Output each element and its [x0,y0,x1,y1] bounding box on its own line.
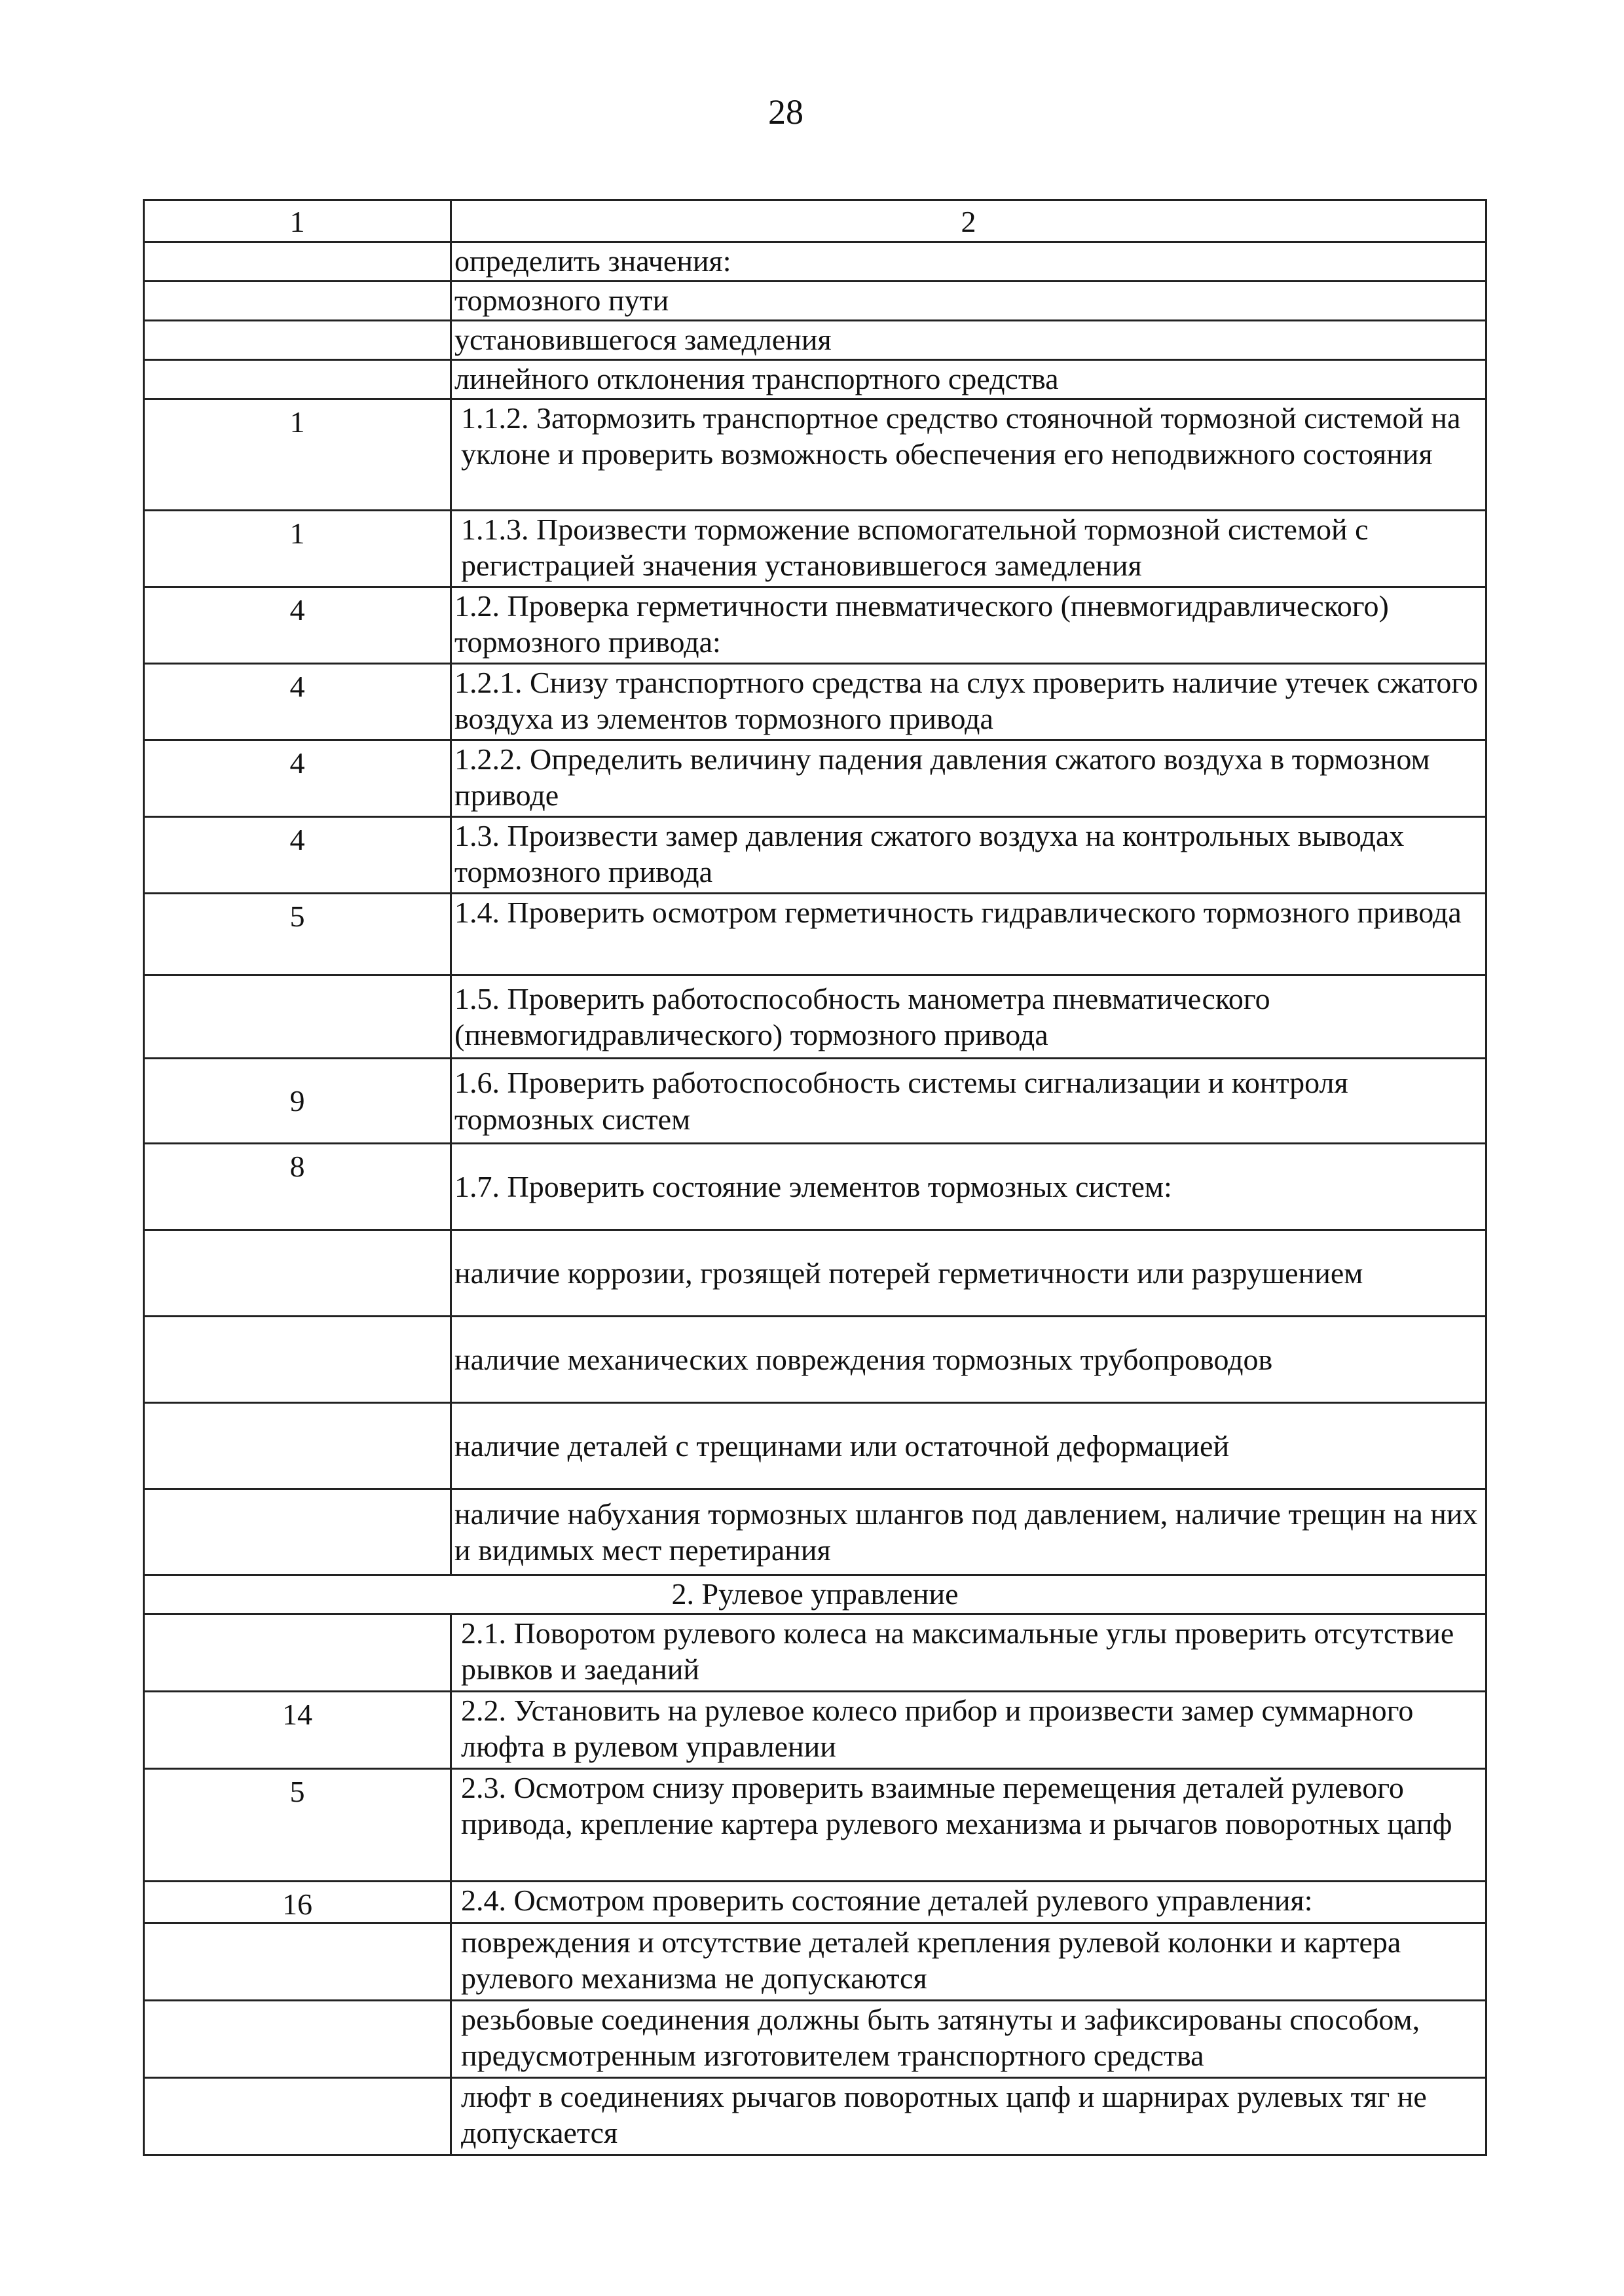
table-row [144,360,1486,399]
row-number: 14 [144,1692,451,1769]
row-number [144,1317,451,1403]
table-row [144,1403,1486,1489]
row-number: 4 [144,664,451,740]
table-row [144,511,1486,587]
row-text: 1.2. Проверка герметичности пневматического (пневмогидравлического) тормозного привода: [451,587,1486,664]
table-row [144,282,1486,321]
table-row [144,1489,1486,1575]
row-number [144,242,451,282]
row-number [144,321,451,360]
row-number: 1 [144,399,451,511]
row-text: 1.3. Произвести замер давления сжатого воздуха на контрольных выводах тормозного привода [451,817,1486,894]
row-text: повреждения и отсутствие деталей крепления рулевой колонки и картера рулевого механизма не допускаются [451,1923,1486,2001]
row-text: 2.2. Установить на рулевое колесо прибор и произвести замер суммарного люфта в рулевом управлении [451,1692,1486,1769]
section-title: 2. Рулевое управление [144,1575,1486,1614]
section-heading-row [144,1575,1486,1614]
header-col-2: 2 [451,200,1486,242]
table-row [144,242,1486,282]
table-row [144,1923,1486,2001]
row-number [144,1923,451,2001]
row-text: наличие коррозии, грозящей потерей герметичности или разрушением [451,1230,1486,1317]
row-number [144,1614,451,1692]
table-row [144,587,1486,664]
row-number [144,2078,451,2155]
table-row [144,1230,1486,1317]
table-row [144,321,1486,360]
row-text: 1.5. Проверить работоспособность манометра пневматического (пневмогидравлического) тормозного привода [451,975,1486,1059]
row-number: 5 [144,1769,451,1882]
row-number: 16 [144,1882,451,1923]
table-row [144,1769,1486,1882]
table-row [144,1692,1486,1769]
table-row [144,894,1486,975]
row-text: люфт в соединениях рычагов поворотных цапф и шарнирах рулевых тяг не допускается [451,2078,1486,2155]
row-text: 1.7. Проверить состояние элементов тормозных систем: [451,1144,1486,1230]
page-number: 28 [768,92,803,132]
row-text: наличие механических повреждения тормозных трубопроводов [451,1317,1486,1403]
row-number [144,1489,451,1575]
row-number [144,1403,451,1489]
table-row [144,399,1486,511]
table-row [144,817,1486,894]
table-row [144,1882,1486,1923]
row-text: определить значения: [451,242,1486,282]
row-text: резьбовые соединения должны быть затянуты и зафиксированы способом, предусмотренным изготовителем транспортного средства [451,2001,1486,2078]
row-text: 1.6. Проверить работоспособность системы сигнализации и контроля тормозных систем [451,1059,1486,1144]
table-row [144,2078,1486,2155]
row-text: 1.2.2. Определить величину падения давления сжатого воздуха в тормозном приводе [451,740,1486,817]
row-number [144,360,451,399]
table-row [144,1317,1486,1403]
table-header-row [144,200,1486,242]
row-number: 4 [144,740,451,817]
row-text: тормозного пути [451,282,1486,321]
table-row [144,664,1486,740]
row-text: наличие набухания тормозных шлангов под давлением, наличие трещин на них и видимых мест перетирания [451,1489,1486,1575]
row-text: 1.4. Проверить осмотром герметичность гидравлического тормозного привода [451,894,1486,975]
row-number: 9 [144,1059,451,1144]
row-number: 8 [144,1144,451,1230]
table-row [144,1144,1486,1230]
row-text: 1.1.3. Произвести торможение вспомогательной тормозной системой с регистрацией значения установившегося замедления [451,511,1486,587]
row-number: 4 [144,817,451,894]
row-number: 4 [144,587,451,664]
row-text: 2.4. Осмотром проверить состояние деталей рулевого управления: [451,1882,1486,1923]
row-number [144,975,451,1059]
table-row [144,1059,1486,1144]
row-number: 1 [144,511,451,587]
table-row [144,740,1486,817]
header-col-1: 1 [144,200,451,242]
table-row [144,2001,1486,2078]
row-text: 2.1. Поворотом рулевого колеса на максимальные углы проверить отсутствие рывков и заеданий [451,1614,1486,1692]
row-text: 1.1.2. Затормозить транспортное средство стояночной тормозной системой на уклоне и проверить возможность обеспечения его неподвижного состояния [451,399,1486,511]
row-text: наличие деталей с трещинами или остаточной деформацией [451,1403,1486,1489]
row-text: 1.2.1. Снизу транспортного средства на слух проверить наличие утечек сжатого воздуха из элементов тормозного привода [451,664,1486,740]
row-number [144,1230,451,1317]
row-number [144,282,451,321]
row-number [144,2001,451,2078]
inspection-table [143,199,1487,2156]
row-text: установившегося замедления [451,321,1486,360]
row-text: линейного отклонения транспортного средства [451,360,1486,399]
table-row [144,975,1486,1059]
table-row [144,1614,1486,1692]
row-number: 5 [144,894,451,975]
row-text: 2.3. Осмотром снизу проверить взаимные перемещения деталей рулевого привода, крепление картера рулевого механизма и рычагов поворотных цапф [451,1769,1486,1882]
